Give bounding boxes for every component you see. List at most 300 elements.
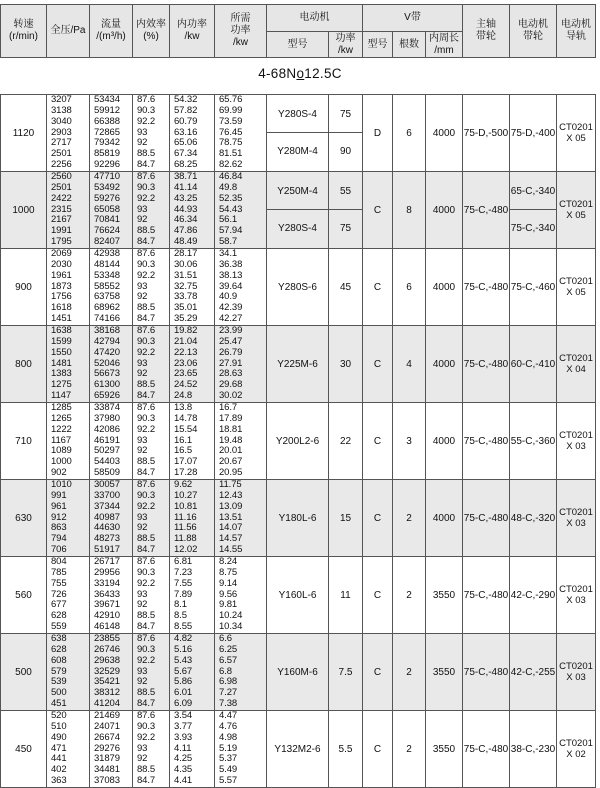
pressure-list [47, 95, 90, 172]
belt-length-cell: 4000 [426, 403, 463, 480]
value: 35.29 [174, 312, 198, 324]
value: 628 [51, 610, 67, 622]
speed-cell: 450 [1, 711, 47, 788]
value: 510 [51, 721, 67, 732]
table-row [1, 403, 596, 480]
flow-list [90, 172, 133, 249]
value: 804 [51, 556, 67, 568]
value: 50297 [94, 445, 120, 457]
belt-model-cell: C [363, 403, 393, 480]
value: 70841 [94, 214, 120, 226]
motor-model: Y280S-4 [278, 223, 317, 234]
value: 44630 [94, 522, 120, 534]
col-internal-power: 内功率 /kw [170, 5, 215, 58]
value: 29956 [94, 567, 120, 578]
value: 1618 [51, 302, 72, 314]
value: 3040 [51, 115, 72, 127]
value: 92 [137, 522, 148, 534]
value: 59276 [94, 192, 120, 204]
value: 47710 [94, 171, 120, 183]
value: 21469 [94, 710, 120, 722]
motor-power: 75 [339, 223, 352, 234]
value: 42938 [94, 248, 120, 260]
value: 1285 [51, 402, 72, 414]
value: 12.02 [174, 543, 198, 555]
table-row [1, 480, 596, 557]
value: 991 [51, 490, 67, 501]
value: 57.82 [174, 105, 198, 116]
efficiency-list [133, 403, 170, 480]
value: 34.1 [219, 248, 238, 260]
value: 92 [137, 214, 148, 226]
value: 68.25 [174, 158, 198, 170]
value: 2315 [51, 203, 72, 215]
value: 84.7 [137, 774, 156, 786]
value: 92.2 [137, 423, 156, 435]
value: 4.11 [174, 742, 192, 754]
value: 451 [51, 697, 67, 709]
value: 82407 [94, 235, 120, 247]
value: 82.62 [219, 158, 243, 170]
value: 84.7 [137, 389, 156, 401]
internal-power-list [170, 95, 215, 172]
value: 6.09 [174, 697, 193, 709]
value: 24.52 [174, 379, 198, 391]
value: 16.1 [174, 434, 193, 446]
value: 26746 [94, 644, 120, 655]
belt-length-cell: 3550 [426, 634, 463, 711]
value: 93 [137, 203, 148, 215]
value: 93 [137, 588, 148, 600]
value: 39671 [94, 599, 120, 611]
value: 30057 [94, 479, 120, 491]
value: 8.75 [219, 567, 238, 578]
value: 76624 [94, 225, 120, 237]
value: 33.78 [174, 291, 198, 303]
motor-pulley-cell: 55-C,-360 [510, 403, 557, 480]
value: 78.75 [219, 137, 243, 149]
value: 14.78 [174, 413, 198, 424]
value: 87.6 [137, 633, 156, 645]
value: 5.19 [219, 742, 238, 754]
efficiency-list [133, 95, 170, 172]
required-power-list [215, 711, 267, 788]
motor-power-cell [329, 95, 363, 172]
value: 87.6 [137, 94, 156, 106]
value: 58.7 [219, 235, 238, 247]
value: 16.7 [219, 402, 238, 414]
motor-pulley-cell: 75-C,-460 [510, 249, 557, 326]
value: 14.55 [219, 543, 243, 555]
value: 2560 [51, 171, 72, 183]
efficiency-list [133, 172, 170, 249]
value: 92 [137, 599, 148, 611]
value: 61300 [94, 379, 120, 391]
motor-power-cell: 45 [329, 249, 363, 326]
value: 92.2 [137, 500, 156, 512]
value: 93 [137, 126, 148, 138]
value: 9.56 [219, 588, 238, 600]
motor-pulley-cell: 75-D,-400 [510, 95, 557, 172]
value: 18.81 [219, 423, 243, 435]
value: 490 [51, 731, 67, 743]
value: 19.48 [219, 434, 243, 446]
value: 2256 [51, 158, 72, 170]
motor-model: Y250M-4 [267, 173, 328, 210]
value: 500 [51, 687, 67, 699]
value: 92.2 [137, 269, 156, 281]
value: 3138 [51, 105, 72, 116]
motor-rail-cell: CT0201 X 03 [557, 403, 596, 480]
value: 66388 [94, 115, 120, 127]
motor-pulley-cell: 42-C,-255 [510, 634, 557, 711]
motor-rail-cell: CT0201 X 05 [557, 172, 596, 249]
belt-count-cell: 4 [393, 326, 426, 403]
value: 92 [137, 137, 148, 149]
value: 30.06 [174, 259, 198, 270]
motor-pulley-cell: 38-C,-230 [510, 711, 557, 788]
col-motor: 电动机 [267, 5, 363, 32]
value: 11.75 [219, 479, 242, 491]
value: 11.16 [174, 511, 197, 523]
belt-model-cell: C [363, 557, 393, 634]
value: 87.6 [137, 402, 156, 414]
value: 88.5 [137, 533, 156, 545]
value: 13.51 [219, 511, 243, 523]
value: 46.34 [174, 214, 198, 226]
value: 1265 [51, 413, 72, 424]
col-vbelt-model: 型号 [363, 32, 393, 58]
value: 92 [137, 676, 148, 688]
value: 92.2 [137, 346, 156, 358]
value: 1795 [51, 235, 72, 247]
value: 92.2 [137, 577, 156, 589]
value: 19.82 [174, 325, 198, 337]
motor-pulley: 65-C,-340 [510, 173, 556, 210]
value: 65.76 [219, 94, 243, 106]
value: 72865 [94, 126, 120, 138]
belt-count-cell: 6 [393, 95, 426, 172]
motor-rail-cell: CT0201 X 05 [557, 95, 596, 172]
motor-power-cell [329, 172, 363, 249]
speed-cell: 630 [1, 480, 47, 557]
main-pulley-cell: 75-C,-480 [463, 480, 510, 557]
value: 65926 [94, 389, 120, 401]
required-power-list [215, 326, 267, 403]
main-pulley-cell: 75-C,-480 [463, 249, 510, 326]
value: 40.9 [219, 291, 238, 303]
motor-power: 55 [329, 173, 362, 210]
value: 20.67 [219, 456, 243, 468]
efficiency-list [133, 634, 170, 711]
value: 48144 [94, 259, 120, 270]
value: 87.6 [137, 710, 156, 722]
value: 912 [51, 511, 67, 523]
value: 23.65 [174, 368, 198, 380]
motor-model-cell: Y225M-6 [267, 326, 329, 403]
fan-model-title [0, 66, 600, 81]
belt-length-cell: 4000 [426, 480, 463, 557]
motor-power-cell: 5.5 [329, 711, 363, 788]
value: 36.38 [219, 259, 243, 270]
value: 402 [51, 764, 67, 776]
value: 84.7 [137, 697, 156, 709]
motor-rail-cell: CT0201 X 02 [557, 711, 596, 788]
value: 27.91 [219, 357, 243, 369]
value: 23.99 [219, 325, 243, 337]
motor-model-cell [267, 172, 329, 249]
value: 23.06 [174, 357, 198, 369]
value: 74166 [94, 312, 120, 324]
value: 11.56 [174, 522, 197, 534]
value: 26674 [94, 731, 120, 743]
value: 87.6 [137, 479, 156, 491]
value: 52.35 [219, 192, 243, 204]
value: 87.6 [137, 325, 156, 337]
value: 88.5 [137, 687, 156, 699]
value: 47.86 [174, 225, 198, 237]
value: 3.77 [174, 721, 193, 732]
value: 34481 [94, 764, 120, 776]
value: 93 [137, 742, 148, 754]
required-power-list [215, 634, 267, 711]
table-row [1, 634, 596, 711]
motor-power-cell: 22 [329, 403, 363, 480]
value: 67.34 [174, 148, 198, 160]
value: 92 [137, 291, 148, 303]
internal-power-list [170, 557, 215, 634]
value: 56673 [94, 368, 120, 380]
pressure-list [47, 403, 90, 480]
value: 6.01 [174, 687, 193, 699]
flow-list [90, 326, 133, 403]
value: 92 [137, 753, 148, 765]
value: 51917 [94, 543, 120, 555]
motor-power-cell: 7.5 [329, 634, 363, 711]
value: 79342 [94, 137, 120, 149]
value: 90.3 [137, 105, 156, 116]
required-power-list [215, 249, 267, 326]
value: 84.7 [137, 466, 156, 478]
belt-count-cell: 2 [393, 711, 426, 788]
pressure-list [47, 634, 90, 711]
value: 706 [51, 543, 67, 555]
belt-length-cell: 4000 [426, 95, 463, 172]
value: 5.57 [219, 774, 238, 786]
motor-power: 75 [329, 96, 362, 133]
value: 6.81 [174, 556, 193, 568]
internal-power-list [170, 480, 215, 557]
value: 46.84 [219, 171, 243, 183]
value: 6.25 [219, 644, 238, 655]
motor-pulley-cell: 60-C,-410 [510, 326, 557, 403]
value: 10.34 [219, 620, 243, 632]
value: 92296 [94, 158, 120, 170]
internal-power-list [170, 711, 215, 788]
efficiency-list [133, 711, 170, 788]
value: 1383 [51, 368, 72, 380]
value: 2030 [51, 259, 72, 270]
value: 863 [51, 522, 67, 534]
value: 5.37 [219, 753, 238, 765]
value: 92.2 [137, 192, 156, 204]
value: 608 [51, 654, 67, 666]
value: 88.5 [137, 764, 156, 776]
value: 87.6 [137, 248, 156, 260]
value: 17.28 [174, 466, 198, 478]
value: 17.89 [219, 413, 243, 424]
speed-cell: 1000 [1, 172, 47, 249]
value: 68962 [94, 302, 120, 314]
value: 6.98 [219, 676, 238, 688]
motor-power: 90 [339, 146, 352, 157]
value: 4.41 [174, 774, 193, 786]
value: 22.13 [174, 346, 198, 358]
value: 7.55 [174, 577, 193, 589]
value: 38168 [94, 325, 120, 337]
motor-model: Y280S-4 [267, 96, 328, 133]
pressure-list [47, 711, 90, 788]
value: 1550 [51, 346, 72, 358]
belt-count-cell: 3 [393, 403, 426, 480]
value: 4.25 [174, 753, 193, 765]
value: 42794 [94, 336, 120, 347]
value: 3.93 [174, 731, 193, 743]
required-power-list [215, 95, 267, 172]
value: 32529 [94, 665, 120, 677]
col-motor-model: 型号 [267, 32, 329, 58]
value: 81.51 [219, 148, 243, 160]
value: 363 [51, 774, 67, 786]
motor-model: Y280M-4 [277, 146, 318, 157]
motor-model-cell: Y160L-6 [267, 557, 329, 634]
value: 9.81 [219, 599, 238, 611]
value: 90.3 [137, 182, 156, 193]
flow-list [90, 95, 133, 172]
col-vbelt-count: 根数 [393, 32, 426, 58]
header-table [0, 4, 596, 58]
table-row [1, 326, 596, 403]
value: 54.32 [174, 94, 198, 106]
value: 88.5 [137, 610, 156, 622]
belt-count-cell: 8 [393, 172, 426, 249]
value: 9.14 [219, 577, 238, 589]
belt-model-cell: D [363, 95, 393, 172]
main-pulley-cell: 75-C,-480 [463, 634, 510, 711]
value: 59912 [94, 105, 120, 116]
efficiency-list [133, 326, 170, 403]
motor-model-cell: Y200L2-6 [267, 403, 329, 480]
value: 1873 [51, 280, 72, 292]
value: 38.71 [174, 171, 198, 183]
speed-cell: 560 [1, 557, 47, 634]
value: 10.81 [174, 500, 198, 512]
value: 1638 [51, 325, 72, 337]
value: 88.5 [137, 379, 156, 391]
value: 4.82 [174, 633, 193, 645]
value: 84.7 [137, 235, 156, 247]
value: 628 [51, 644, 67, 655]
value: 60.79 [174, 115, 198, 127]
value: 88.5 [137, 456, 156, 468]
speed-cell: 1120 [1, 95, 47, 172]
value: 8.1 [174, 599, 187, 611]
value: 1275 [51, 379, 72, 391]
value: 30.02 [219, 389, 243, 401]
pressure-list [47, 249, 90, 326]
value: 54.43 [219, 203, 243, 215]
col-efficiency: 内效率 (%) [133, 5, 170, 58]
value: 38312 [94, 687, 120, 699]
value: 58509 [94, 466, 120, 478]
value: 32.75 [174, 280, 198, 292]
belt-model-cell: C [363, 326, 393, 403]
value: 90.3 [137, 336, 156, 347]
speed-cell: 900 [1, 249, 47, 326]
value: 7.38 [219, 697, 238, 709]
motor-power-cell: 30 [329, 326, 363, 403]
value: 13.8 [174, 402, 193, 414]
flow-list [90, 403, 133, 480]
belt-model-cell: C [363, 711, 393, 788]
value: 1756 [51, 291, 72, 303]
value: 38.13 [219, 269, 243, 281]
value: 37980 [94, 413, 120, 424]
value: 90.3 [137, 259, 156, 270]
value: 4.35 [174, 764, 193, 776]
value: 10.27 [174, 490, 198, 501]
col-required-power: 所需 功率 /kw [215, 5, 267, 58]
value: 53348 [94, 269, 120, 281]
value: 4.98 [219, 731, 238, 743]
value: 88.5 [137, 302, 156, 314]
motor-pulley-cell: 48-C,-320 [510, 480, 557, 557]
motor-power-cell: 15 [329, 480, 363, 557]
value: 87.6 [137, 556, 156, 568]
value: 93 [137, 665, 148, 677]
value: 8.5 [174, 610, 187, 622]
value: 559 [51, 620, 67, 632]
belt-count-cell: 2 [393, 557, 426, 634]
value: 85819 [94, 148, 120, 160]
speed-cell: 800 [1, 326, 47, 403]
value: 7.23 [174, 567, 193, 578]
value: 84.7 [137, 312, 156, 324]
value: 90.3 [137, 413, 156, 424]
value: 794 [51, 533, 67, 545]
pressure-list [47, 480, 90, 557]
value: 7.27 [219, 687, 238, 699]
fan-model-suffix: 12.5C [304, 66, 342, 81]
belt-length-cell: 3550 [426, 557, 463, 634]
main-pulley-cell: 75-C,-480 [463, 403, 510, 480]
value: 3207 [51, 94, 72, 106]
value: 90.3 [137, 644, 156, 655]
value: 58552 [94, 280, 120, 292]
value: 37083 [94, 774, 120, 786]
value: 11.88 [174, 533, 197, 545]
value: 65058 [94, 203, 120, 215]
value: 42.39 [219, 302, 243, 314]
motor-model-cell: Y132M2-6 [267, 711, 329, 788]
value: 84.7 [137, 543, 156, 555]
value: 6.8 [219, 665, 232, 677]
value: 93 [137, 280, 148, 292]
value: 5.16 [174, 644, 193, 655]
internal-power-list [170, 249, 215, 326]
value: 47420 [94, 346, 120, 358]
efficiency-list [133, 480, 170, 557]
